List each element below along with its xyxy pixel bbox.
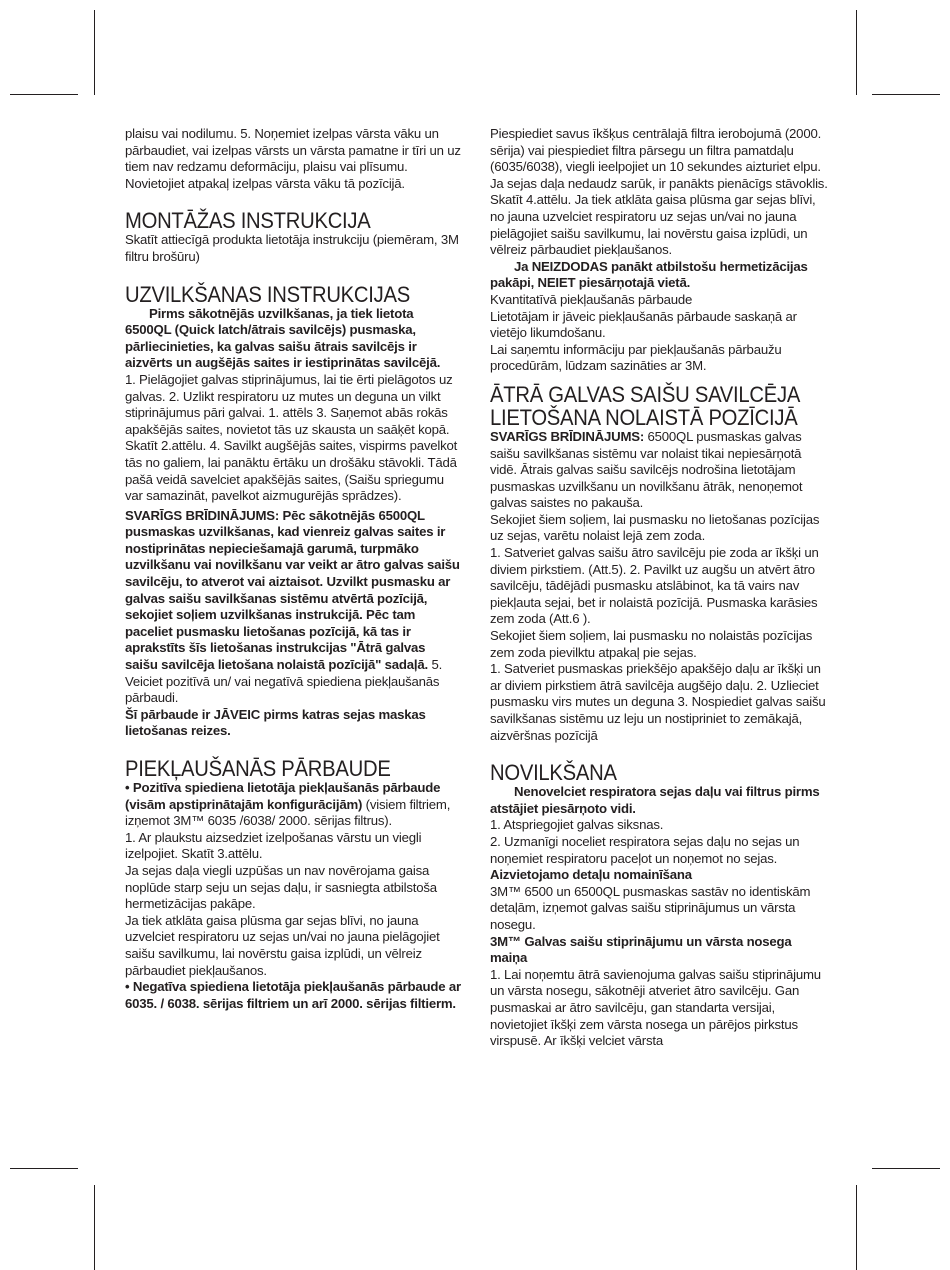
warning-tail: 5. Veiciet pozitīvā un/ vai negatīvā spiediena piekļaušanās pārbaudi.	[125, 657, 443, 706]
warning-paragraph	[125, 508, 461, 707]
replacement-parts-heading: Aizvietojamo detaļu nomainīšana	[490, 867, 692, 883]
crop-mark-bottom-left-horizontal	[10, 1168, 78, 1169]
left-column	[125, 126, 461, 1012]
warning-bold: SVARĪGS BRĪDINĀJUMS: Pēc sākotnējās 6500QL pusmaskas uzvilkšanas, kad vienreiz galvas saites ir nostiprinātas nepieciešamajā garumā, turpmāko uzvilkšanu vai novilkšanu var veikt ar ātro galvas saišu savilcēju, to atverot vai aiztaisot. Uzvilkt pusmasku ar galvas saišu savilkšanas sistēmu atvērtā pozīcijā, sekojiet soļiem uzvilkšanas instrukcijā. Pēc tam paceliet pusmasku lietošanas pozīcijā, kā tas ir aprakstīts šīs lietošanas instrukcijas "Ātrā galvas saišu savilcēja lietošana nolaistā pozīcijā" sadaļā.	[125, 507, 460, 673]
negative-check-bold: • Negatīva spiediena lietotāja piekļaušanās pārbaude ar 6035. / 6038. sērijas filtriem un arī 2000. sērijas filtierm.	[125, 979, 461, 1011]
montazas-text: Skatīt attiecīgā produkta lietotāja instrukciju (piemēram, 3M filtru brošūru)	[125, 232, 459, 264]
check-bold: Šī pārbaude ir JĀVEIC pirms katras sejas maskas lietošanas reizes.	[125, 706, 426, 739]
right-column	[490, 126, 828, 1050]
quick-latch-warning-tail: 6500QL pusmaskas galvas saišu savilkšanas sistēmu var nolaist tikai nepiesārņotā vidē. Ātrais galvas saišu savilcējs nodrošina lietotājam pusmaskas uzvilkšanu un novilkšanu ātrāk, nenoņemot galvas saistes no pakauša.	[490, 428, 803, 511]
replacement-parts-text: 3M™ 6500 un 6500QL pusmaskas sastāv no identiskām detaļām, izņemot galvas saišu stiprinājumus un vārsta nosegu.	[490, 883, 811, 932]
crop-mark-bottom-right-vertical	[856, 1185, 857, 1270]
pieklausanas-heading: PIEKĻAUŠANĀS PĀRBAUDE	[125, 756, 391, 781]
novilksana-step-2: 2. Uzmanīgi noceliet respiratora sejas daļu no sejas un noņemiet respiratoru paceļot un noņemot no sejas.	[490, 833, 800, 866]
novilksana-heading: NOVILKŠANA	[490, 760, 617, 786]
uzvilksanas-heading: UZVILKŠANAS INSTRUKCIJAS	[125, 281, 410, 307]
intro-paragraph: plaisu vai nodilumu. 5. Noņemiet izelpas vārsta vāku un pārbaudiet, vai izelpas vārsts un vārsta pamatne ir tīri un uz tiem nav redzamu deformāciju, plaisu vai plīsumu. Novietojiet atpakaļ izelpas vārsta vāku tā pozīcijā.	[125, 126, 461, 191]
negative-text-2: Ja sejas daļa nedaudz sarūk, ir panākts pienācīgs stāvoklis. Skatīt 4.attēlu. Ja tiek atklāta gaisa plūsma gar sejas blīvi, no jauna uzvelciet respiratoru uz sejas un/vai no jauna pielāgojiet saišu savilkumu, lai novērstu gaisa izplūdi, un vēlreiz pārbaudiet piekļaušanos.	[490, 175, 828, 258]
crop-mark-top-right-horizontal	[872, 94, 940, 95]
quantitative-text-1: Lietotājam ir jāveic piekļaušanās pārbaude saskaņā ar vietējo likumdošanu.	[490, 308, 797, 341]
crop-mark-top-left-horizontal	[10, 94, 78, 95]
uzvilksanas-bold-intro: Pirms sākotnējās uzvilkšanas, ja tiek lietota 6500QL (Quick latch/ātrais savilcējs) pusmaska, pārliecinieties, ka galvas saišu ātrais savilcējs ir aizvērts un augšējās saites ir iestiprinātas savilcējā.	[125, 305, 441, 371]
headband-replacement-text: 1. Lai noņemtu ātrā savienojuma galvas saišu stiprinājumu un vārsta nosegu, sākotnēji atveriet ātro savilcēju. Gan pusmaskai ar ātro savilcēju, gan standarta versijai, novietojiet īkšķi zem vārsta nosega un pārējos pirkstus virspusē. Ar īkšķi velciet vārsta	[490, 966, 821, 1049]
quantitative-text-2: Lai saņemtu informāciju par piekļaušanās pārbaužu procedūrām, lūdzam sazināties ar 3M.	[490, 341, 782, 374]
crop-mark-top-right-vertical	[856, 10, 857, 95]
negative-text-1: Piespiediet savus īkšķus centrālajā filtra ierobojumā (2000. sērija) vai piespiediet filtra pārsegu un filtra pamatdaļu (6035/6038), viegli ieelpojiet un 10 sekundes aizturiet elpu.	[490, 126, 822, 175]
quick-latch-paragraph-4: Sekojiet šiem soļiem, lai pusmasku no nolaistās pozīcijas zem zoda pievilktu atpakaļ pie sejas.	[490, 628, 813, 660]
crop-mark-bottom-left-vertical	[94, 1185, 95, 1270]
montazas-heading: MONTĀŽAS INSTRUKCIJA	[125, 208, 371, 234]
positive-step-2: Ja sejas daļa viegli uzpūšas un nav novērojama gaisa noplūde starp seju un sejas daļu, ir sasniegta atbilstoša hermetizācijas pakāpe.	[125, 862, 437, 912]
quick-latch-paragraph-2: Sekojiet šiem soļiem, lai pusmasku no lietošanas pozīcijas uz sejas, varētu nolaist lejā zem zoda.	[490, 511, 820, 544]
crop-mark-top-left-vertical	[94, 10, 95, 95]
quantitative-title: Kvantitatīvā piekļaušanās pārbaude	[490, 291, 693, 307]
quick-latch-paragraph-5: 1. Satveriet pusmaskas priekšējo apakšējo daļu ar īkšķi un ar diviem pirkstiem ātrā savilcēja augšējo daļu. 2. Uzlieciet pusmasku virs mutes un deguna 3. Nospiediet galvas saišu savilkšanas sistēmu uz leju un nostipriniet to zemākajā, aizvēršnas pozīcijā	[490, 661, 826, 743]
positive-check-tail: (visiem filtriem, izņemot 3M™ 6035 /6038/ 2000. sērijas filtrus).	[125, 796, 451, 829]
novilksana-step-1: 1. Atspriegojiet galvas siksnas.	[490, 817, 664, 833]
neizdodas-bold: Ja NEIZDODAS panākt atbilstošu hermetizācijas pakāpi, NEIET piesārņotajā vietā.	[490, 258, 808, 291]
crop-mark-bottom-right-horizontal	[872, 1168, 940, 1169]
novilksana-bold: Nenovelciet respiratora sejas daļu vai filtrus pirms atstājiet piesārņoto vidi.	[490, 784, 820, 816]
quick-latch-heading: ĀTRĀ GALVAS SAIŠU SAVILCĒJA LIETOŠANA NOLAISTĀ POZĪCIJĀ	[490, 381, 799, 430]
uzvilksanas-steps: 1. Pielāgojiet galvas stiprinājumus, lai tie ērti pielāgotos uz galvas. 2. Uzlikt respiratoru uz mutes un deguna un vilkt stiprinājumus pāri galvai. 1. attēls 3. Saņemot abās rokās apakšējās saites, novietot tās uz skausta un saāķēt kopā. Skatīt 2.attēlu. 4. Savilkt augšējās saites, vispirms pavelkot tās no galiem, lai panāktu ērtāku un drošāku stāvokli. Tādā pašā veidā savelciet apakšējās saites, (Saišu spriegumu var samazināt, pavelkot aizmugurējās sprādzes).	[125, 371, 458, 504]
headband-replacement-heading: 3M™ Galvas saišu stiprinājumu un vārsta nosega maiņa	[490, 933, 792, 966]
quick-latch-paragraph-3: 1. Satveriet galvas saišu ātro savilcēju pie zoda ar īkšķi un diviem pirkstiem. (Att.5). 2. Pavilkt uz augšu un atvērt ātro savilcēju, tādējādi pusmasku atslābinot, ka tā vairs nav piekļauta sejai, bet ir nolaistā pozīcijā. Pusmaska karāsies zem zoda (Att.6 ).	[490, 545, 819, 627]
quick-latch-warning	[490, 429, 828, 512]
positive-check-bold: • Pozitīva spiediena lietotāja piekļaušanās pārbaude (visām apstiprinātajām konfigurācijām)	[125, 780, 441, 812]
positive-check-paragraph	[125, 780, 461, 830]
quick-latch-warning-bold: SVARĪGS BRĪDINĀJUMS:	[490, 428, 645, 444]
positive-step-1: 1. Ar plaukstu aizsedziet izelpošanas vārstu un viegli izelpojiet. Skatīt 3.attēlu.	[125, 829, 422, 862]
positive-step-3: Ja tiek atklāta gaisa plūsma gar sejas blīvi, no jauna uzvelciet respiratoru uz sejas un/vai no jauna pielāgojiet saišu savilkumu, lai novērstu gaisa izplūdi, un vēlreiz pārbaudiet piekļaušanos.	[125, 912, 440, 978]
